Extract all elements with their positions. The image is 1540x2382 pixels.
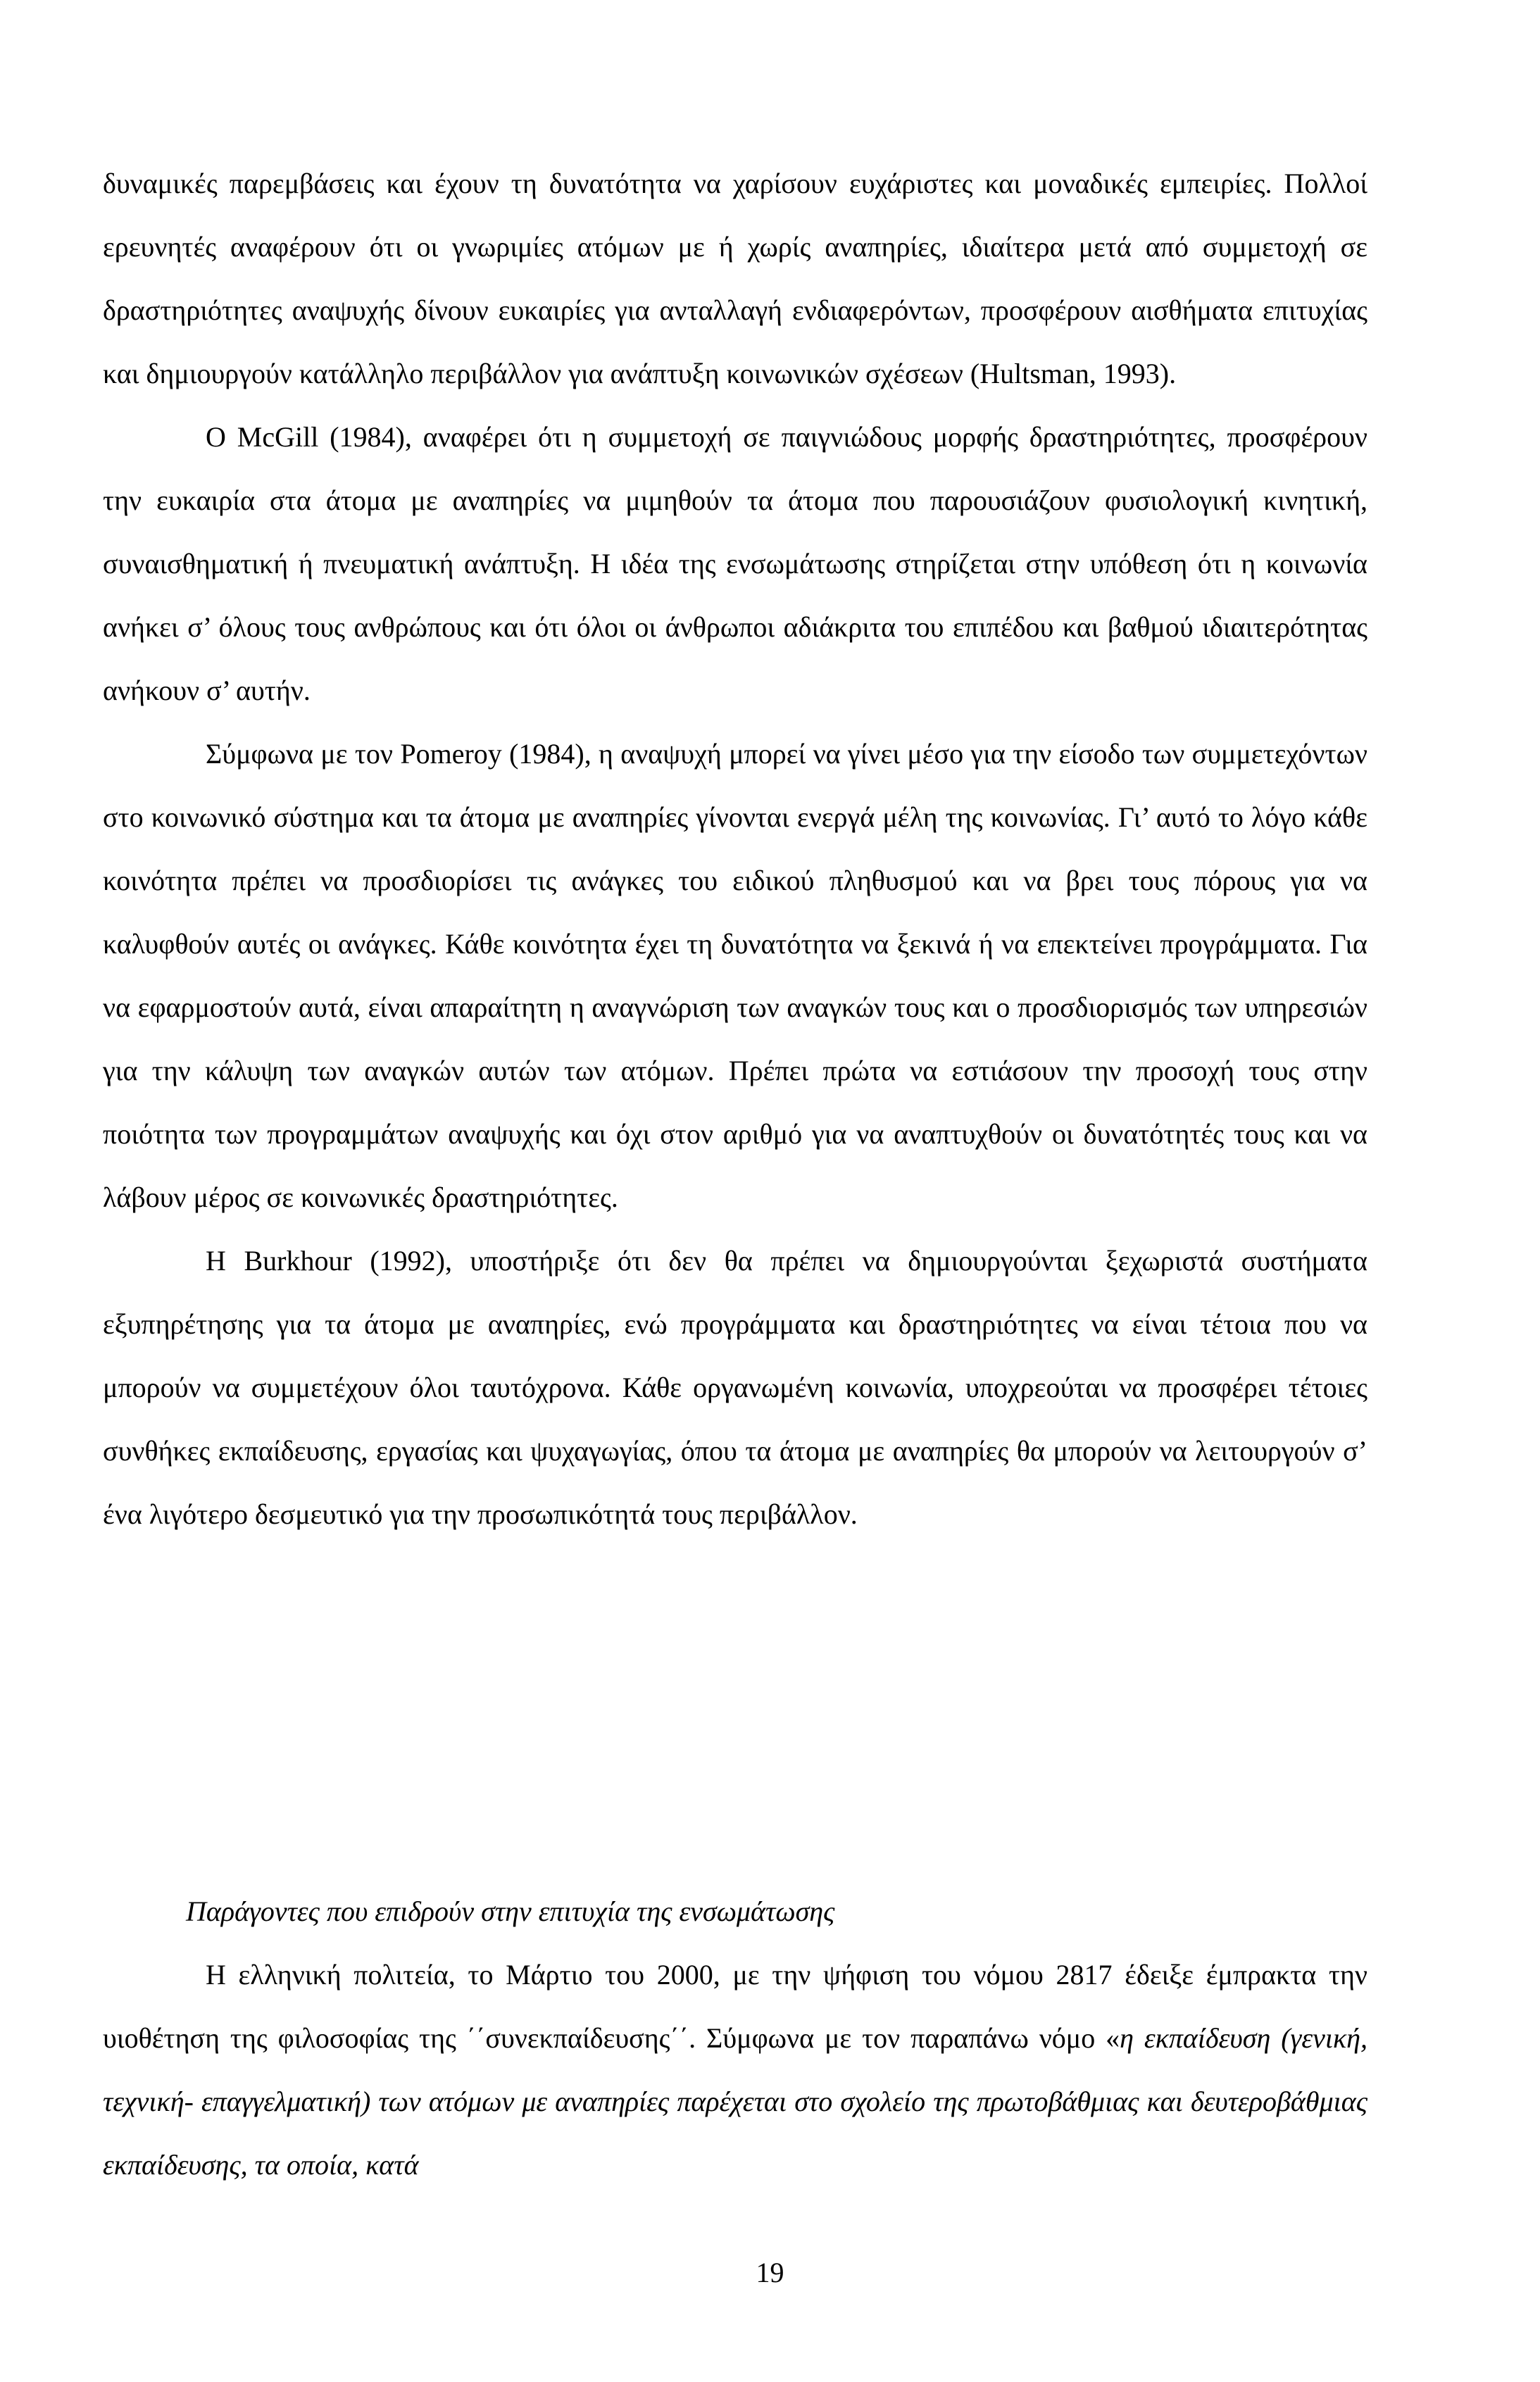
- paragraph-2: Ο McGill (1984), αναφέρει ότι η συμμετοχή σε παιγνιώδους μορφής δραστηριότητες, προσφέρουν την ευκαιρία στα άτομα με αναπηρίες να μιμηθούν τα άτομα που παρουσιάζουν φυσιολογική κινητική, συναισθηματική ή πνευματική ανάπτυξη. Η ιδέα της ενσωμάτωσης στηρίζεται στην υπόθεση ότι η κοινωνία ανήκει σ’ όλους τους ανθρώπους και ότι όλοι οι άνθρωποι αδιάκριτα του επιπέδου και βαθμού ιδιαιτερότητας ανήκουν σ’ αυτήν.: [103, 421, 1367, 706]
- paragraph-4: Η Burkhour (1992), υποστήριξε ότι δεν θα πρέπει να δημιουργούνται ξεχωριστά συστήματα εξυπηρέτησης για τα άτομα με αναπηρίες, ενώ προγράμματα και δραστηριότητες να είναι τέτοια που να μπορούν να συμμετέχουν όλοι ταυτόχρονα. Κάθε οργανωμένη κοινωνία, υποχρεούται να προσφέρει τέτοιες συνθήκες εκπαίδευσης, εργασίας και ψυχαγωγίας, όπου τα άτομα με αναπηρίες θα μπορούν να λειτουργούν σ’ ένα λιγότερο δεσμευτικό για την προσωπικότητά τους περιβάλλον.: [103, 1245, 1367, 1530]
- section-heading: Παράγοντες που επιδρούν στην επιτυχία της ενσωμάτωσης: [186, 1895, 835, 1927]
- section-factors: [103, 1880, 1367, 2197]
- law-quote-italic: η εκπαίδευση (γενική, τεχνική- επαγγελματική) των ατόμων με αναπηρίες παρέχεται στο σχολείο της πρωτοβάθμιας και δευτεροβάθμιας εκπαίδευσης, τα οποία, κατά: [103, 2022, 1367, 2181]
- paragraph-3: Σύμφωνα με τον Pomeroy (1984), η αναψυχή μπορεί να γίνει μέσο για την είσοδο των συμμετεχόντων στο κοινωνικό σύστημα και τα άτομα με αναπηρίες γίνονται ενεργά μέλη της κοινωνίας. Γι’ αυτό το λόγο κάθε κοινότητα πρέπει να προσδιορίσει τις ανάγκες του ειδικού πληθυσμού και να βρει τους πόρους για να καλυφθούν αυτές οι ανάγκες. Κάθε κοινότητα έχει τη δυνατότητα να ξεκινά ή να επεκτείνει προγράμματα. Για να εφαρμοστούν αυτά, είναι απαραίτητη η αναγνώριση των αναγκών τους και ο προσδιορισμός των υπηρεσιών για την κάλυψη των αναγκών αυτών των ατόμων. Πρέπει πρώτα να εστιάσουν την προσοχή τους στην ποιότητα των προγραμμάτων αναψυχής και όχι στον αριθμό για να αναπτυχθούν οι δυνατότητές τους και να λάβουν μέρος σε κοινωνικές δραστηριότητες.: [103, 738, 1367, 1213]
- page-number: 19: [756, 2257, 784, 2288]
- body-text: [103, 152, 1367, 1546]
- paragraph-1: δυναμικές παρεμβάσεις και έχουν τη δυνατότητα να χαρίσουν ευχάριστες και μοναδικές εμπειρίες. Πολλοί ερευνητές αναφέρουν ότι οι γνωριμίες ατόμων με ή χωρίς αναπηρίες, ιδιαίτερα μετά από συμμετοχή σε δραστηριότητες αναψυχής δίνουν ευκαιρίες για ανταλλαγή ενδιαφερόντων, προσφέρουν αισθήματα επιτυχίας και δημιουργούν κατάλληλο περιβάλλον για ανάπτυξη κοινωνικών σχέσεων (Hultsman, 1993).: [103, 168, 1367, 389]
- section-paragraph: [103, 1943, 1367, 2197]
- section-text: Η ελληνική πολιτεία, το Μάρτιο του 2000, με την ψήφιση του νόμου 2817 έδειξε έμπρακτα την υιοθέτηση της φιλοσοφίας της ΄΄συνεκπαίδευσης΄΄. Σύμφωνα με τον παραπάνω νόμο «: [103, 1959, 1367, 2054]
